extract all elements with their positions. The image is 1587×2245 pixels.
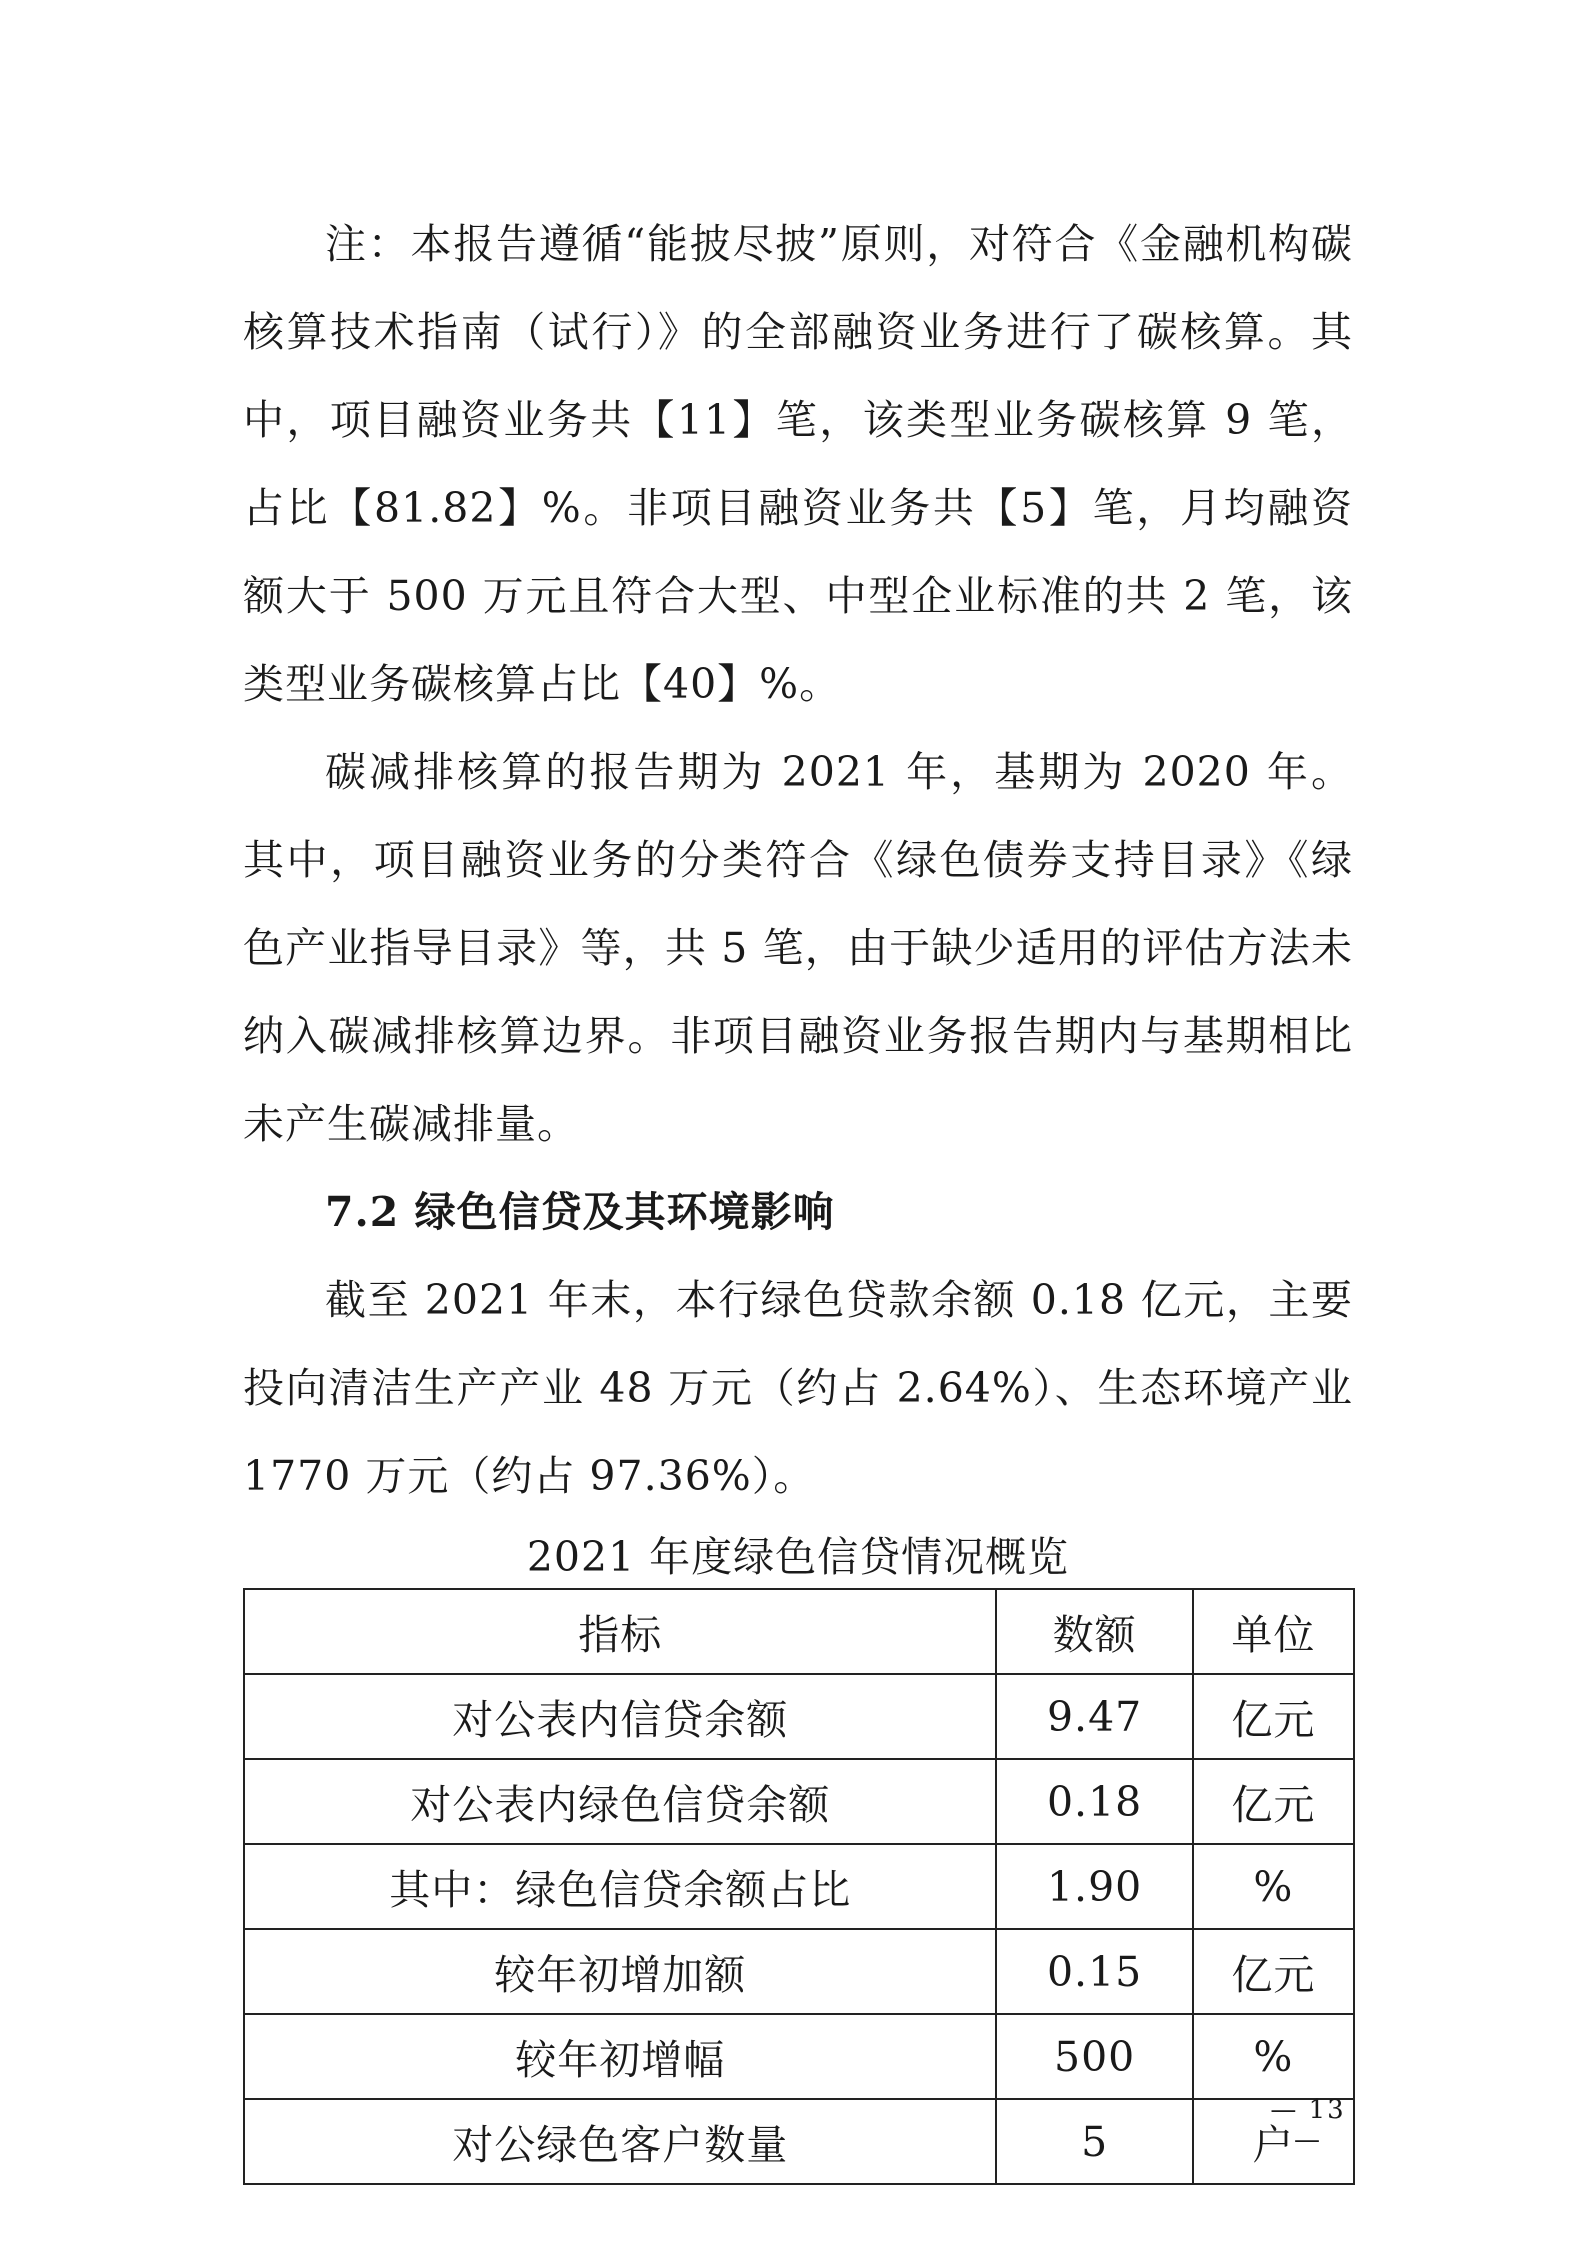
header-indicator: 指标 <box>244 1589 996 1674</box>
cell-indicator: 对公表内绿色信贷余额 <box>244 1759 996 1844</box>
table-caption: 2021 年度绿色信贷情况概览 <box>526 1533 1070 1581</box>
cell-indicator: 其中：绿色信贷余额占比 <box>244 1844 996 1929</box>
cell-indicator: 对公表内信贷余额 <box>244 1674 996 1759</box>
cell-indicator: 较年初增加额 <box>244 1929 996 2014</box>
cell-value: 9.47 <box>996 1674 1192 1759</box>
page-number: — 13 — <box>1270 2095 1346 2155</box>
header-value: 数额 <box>996 1589 1192 1674</box>
cell-value: 500 <box>996 2014 1192 2099</box>
cell-unit: 亿元 <box>1193 1759 1354 1844</box>
carbon-reduction-paragraph: 碳减排核算的报告期为 2021 年，基期为 2020 年。其中，项目融资业务的分类符合《绿色债券支持目录》《绿色产业指导目录》等，共 5 笔，由于缺少适用的评估方法未纳入碳减排核算边界。非项目融资业务报告期内与基期相比未产生碳减排量。 <box>243 748 1353 1148</box>
cell-indicator: 对公绿色客户数量 <box>244 2099 996 2184</box>
cell-value: 0.18 <box>996 1759 1192 1844</box>
table-row <box>244 2099 1354 2184</box>
note-paragraph: 注：本报告遵循“能披尽披”原则，对符合《金融机构碳核算技术指南（试行）》的全部融资业务进行了碳核算。其中，项目融资业务共【11】笔，该类型业务碳核算 9 笔，占比【81.82】%。非项目融资业务共【5】笔，月均融资额大于 500 万元且符合大型、中型企业标准的共 2 笔，该类型业务碳核算占比【40】%。 <box>243 220 1353 708</box>
green-loan-paragraph: 截至 2021 年末，本行绿色贷款余额 0.18 亿元，主要投向清洁生产产业 48 万元（约占 2.64%）、生态环境产业 1770 万元（约占 97.36%）。 <box>243 1276 1353 1500</box>
table-row <box>244 1929 1354 2014</box>
cell-unit: % <box>1193 1844 1354 1929</box>
header-unit: 单位 <box>1193 1589 1354 1674</box>
document-body <box>243 200 1353 2185</box>
cell-unit: 亿元 <box>1193 1674 1354 1759</box>
cell-value: 0.15 <box>996 1929 1192 2014</box>
section-heading: 7.2 绿色信贷及其环境影响 <box>325 1188 835 1236</box>
table-row <box>244 2014 1354 2099</box>
cell-unit: 亿元 <box>1193 1929 1354 2014</box>
table-row <box>244 1844 1354 1929</box>
cell-unit: % <box>1193 2014 1354 2099</box>
cell-value: 5 <box>996 2099 1192 2184</box>
cell-unit: 户 <box>1193 2099 1354 2184</box>
table-row <box>244 1759 1354 1844</box>
cell-indicator: 较年初增幅 <box>244 2014 996 2099</box>
green-credit-table <box>243 1588 1355 2185</box>
table-row <box>244 1674 1354 1759</box>
cell-value: 1.90 <box>996 1844 1192 1929</box>
table-header-row <box>244 1589 1354 1674</box>
